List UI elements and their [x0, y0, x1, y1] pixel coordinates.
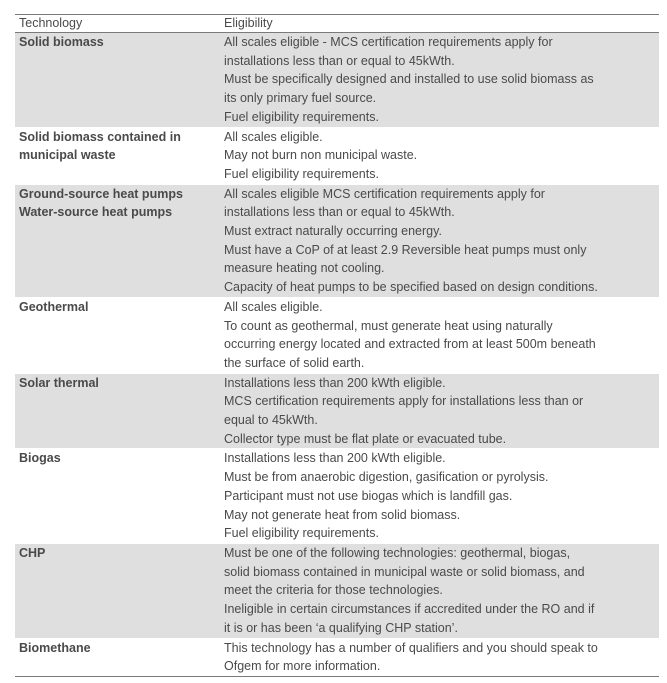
technology-text: CHP: [19, 545, 46, 560]
technology-text: Solid biomass contained in: [19, 129, 181, 144]
eligibility-text: Installations less than 200 kWth eligible.: [224, 451, 446, 466]
eligibility-text: Collector type must be flat plate or evacuated tube.: [224, 431, 507, 446]
table-row: [15, 449, 659, 544]
technology-cell: [15, 185, 221, 297]
eligibility-cell: [221, 128, 659, 184]
eligibility-cell: [221, 544, 659, 638]
eligibility-text: Participant must not use biogas which is landfill gas.: [224, 488, 513, 503]
table-row: [15, 374, 659, 450]
eligibility-text: Must be specifically designed and installed to use solid biomass as: [224, 72, 594, 87]
eligibility-text: All scales eligible.: [224, 129, 323, 144]
eligibility-text: Must be from anaerobic digestion, gasification or pyrolysis.: [224, 470, 549, 485]
eligibility-text: it is or has been ‘a qualifying CHP station’.: [224, 620, 458, 635]
eligibility-cell: [221, 185, 659, 297]
eligibility-text: All scales eligible.: [224, 299, 323, 314]
technology-cell: [15, 544, 221, 638]
eligibility-text: measure heating not cooling.: [224, 261, 385, 276]
technology-cell: [15, 449, 221, 543]
eligibility-text: This technology has a number of qualifiers and you should speak to: [224, 640, 598, 655]
eligibility-text: Must extract naturally occurring energy.: [224, 224, 442, 239]
eligibility-text: solid biomass contained in municipal waste or solid biomass, and: [224, 564, 585, 579]
eligibility-cell: [221, 33, 659, 127]
eligibility-cell: [221, 639, 659, 676]
table-row: [15, 128, 659, 185]
technology-text: Biogas: [19, 451, 61, 466]
eligibility-text: Must be one of the following technologies: geothermal, biogas,: [224, 545, 571, 560]
eligibility-text: Fuel eligibility requirements.: [224, 526, 379, 541]
technology-cell: [15, 128, 221, 184]
eligibility-text: its only primary fuel source.: [224, 91, 377, 106]
technology-cell: [15, 374, 221, 449]
eligibility-text: All scales eligible - MCS certification requirements apply for: [224, 35, 553, 49]
technology-text: Geothermal: [19, 299, 89, 314]
eligibility-cell: [221, 298, 659, 373]
table-body: [15, 33, 659, 677]
technology-cell: [15, 33, 221, 127]
eligibility-text: the surface of solid earth.: [224, 355, 365, 370]
table-header: [15, 14, 659, 33]
header-eligibility: Eligibility: [224, 16, 273, 30]
eligibility-text: occurring energy located and extracted from at least 500m beneath: [224, 337, 596, 352]
table-row: [15, 298, 659, 374]
technology-text: municipal waste: [19, 148, 116, 163]
technology-text: Solid biomass: [19, 35, 104, 49]
eligibility-text: Fuel eligibility requirements.: [224, 109, 379, 124]
eligibility-text: May not burn non municipal waste.: [224, 148, 418, 163]
technology-text: Solar thermal: [19, 375, 99, 390]
eligibility-text: Ofgem for more information.: [224, 659, 381, 674]
eligibility-text: Fuel eligibility requirements.: [224, 166, 379, 181]
technology-cell: [15, 298, 221, 373]
eligibility-text: All scales eligible MCS certification requirements apply for: [224, 186, 545, 201]
eligibility-text: MCS certification requirements apply for installations less than or: [224, 394, 584, 409]
table-row: [15, 185, 659, 298]
technology-text: Water-source heat pumps: [19, 205, 173, 220]
eligibility-text: Capacity of heat pumps to be specified based on design conditions.: [224, 280, 598, 295]
eligibility-text: meet the criteria for those technologies.: [224, 583, 443, 598]
technology-cell: [15, 639, 221, 676]
eligibility-text: Must have a CoP of at least 2.9 Reversible heat pumps must only: [224, 242, 587, 257]
table-row: [15, 639, 659, 677]
table-row: [15, 33, 659, 128]
technology-text: Biomethane: [19, 640, 91, 655]
table-row: [15, 544, 659, 639]
eligibility-text: equal to 45kWth.: [224, 413, 318, 428]
eligibility-text: Installations less than 200 kWth eligible.: [224, 375, 446, 390]
eligibility-text: Ineligible in certain circumstances if accredited under the RO and if: [224, 602, 595, 617]
eligibility-text: installations less than or equal to 45kWth.: [224, 53, 455, 68]
eligibility-text: installations less than or equal to 45kWth.: [224, 205, 455, 220]
eligibility-table: [15, 14, 659, 677]
eligibility-cell: [221, 449, 659, 543]
eligibility-cell: [221, 374, 659, 449]
eligibility-text: May not generate heat from solid biomass.: [224, 507, 461, 522]
technology-text: Ground-source heat pumps: [19, 186, 183, 201]
eligibility-text: To count as geothermal, must generate heat using naturally: [224, 318, 553, 333]
header-technology: Technology: [19, 16, 83, 30]
